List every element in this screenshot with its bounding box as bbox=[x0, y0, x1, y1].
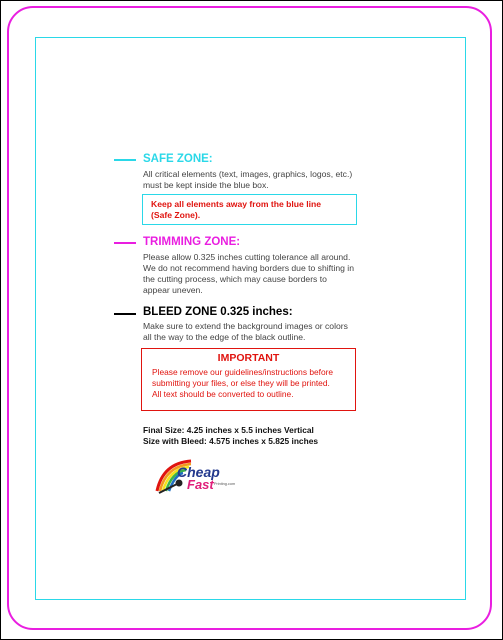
final-size: Final Size: 4.25 inches x 5.5 inches Vertical bbox=[143, 425, 314, 435]
safe-zone-note-line: Keep all elements away from the blue line bbox=[151, 199, 322, 209]
logo-word-cheap: Cheap bbox=[177, 464, 220, 480]
safe-zone-outline bbox=[35, 37, 466, 600]
important-line: submitting your files, or else they will be printed. bbox=[152, 378, 330, 388]
important-line: All text should be converted to outline. bbox=[152, 389, 294, 399]
important-box bbox=[141, 348, 356, 411]
safe-zone-heading: SAFE ZONE: bbox=[143, 153, 213, 165]
bleed-zone-text bbox=[143, 321, 348, 343]
trimming-zone-line: We do not recommend having borders due to shifting in bbox=[143, 263, 354, 273]
safe-zone-note-line: (Safe Zone). bbox=[151, 210, 201, 220]
size-info bbox=[143, 425, 318, 447]
logo-word-fast: Fast bbox=[187, 477, 214, 492]
trimming-zone-line: Please allow 0.325 inches cutting tolerance all around. bbox=[143, 252, 351, 262]
safe-zone-note bbox=[142, 194, 357, 225]
trimming-zone-heading: TRIMMING ZONE: bbox=[143, 236, 241, 248]
safe-zone-text bbox=[143, 169, 352, 191]
bleed-size: Size with Bleed: 4.575 inches x 5.825 inches bbox=[143, 436, 319, 446]
important-title: IMPORTANT bbox=[217, 352, 280, 364]
bleed-zone-line: Make sure to extend the background images or colors bbox=[143, 321, 348, 331]
trimming-zone-rule bbox=[114, 242, 136, 244]
bleed-zone-rule bbox=[114, 313, 136, 315]
trimming-zone-line: appear uneven. bbox=[143, 285, 203, 295]
important-line: Please remove our guidelines/instructions before bbox=[152, 367, 334, 377]
trimming-zone-text bbox=[143, 252, 354, 296]
safe-zone-line: All critical elements (text, images, graphics, logos, etc.) bbox=[143, 169, 353, 179]
logo-tagline: Printing.com bbox=[214, 482, 236, 486]
company-logo bbox=[153, 455, 245, 497]
bleed-zone-line: all the way to the edge of the black outline. bbox=[143, 332, 306, 342]
trimming-zone-line: the cutting process, which may cause borders to bbox=[143, 274, 327, 284]
bleed-zone-heading: BLEED ZONE 0.325 inches: bbox=[143, 306, 293, 318]
safe-zone-line: must be kept inside the blue box. bbox=[143, 180, 269, 190]
safe-zone-rule bbox=[114, 159, 136, 161]
